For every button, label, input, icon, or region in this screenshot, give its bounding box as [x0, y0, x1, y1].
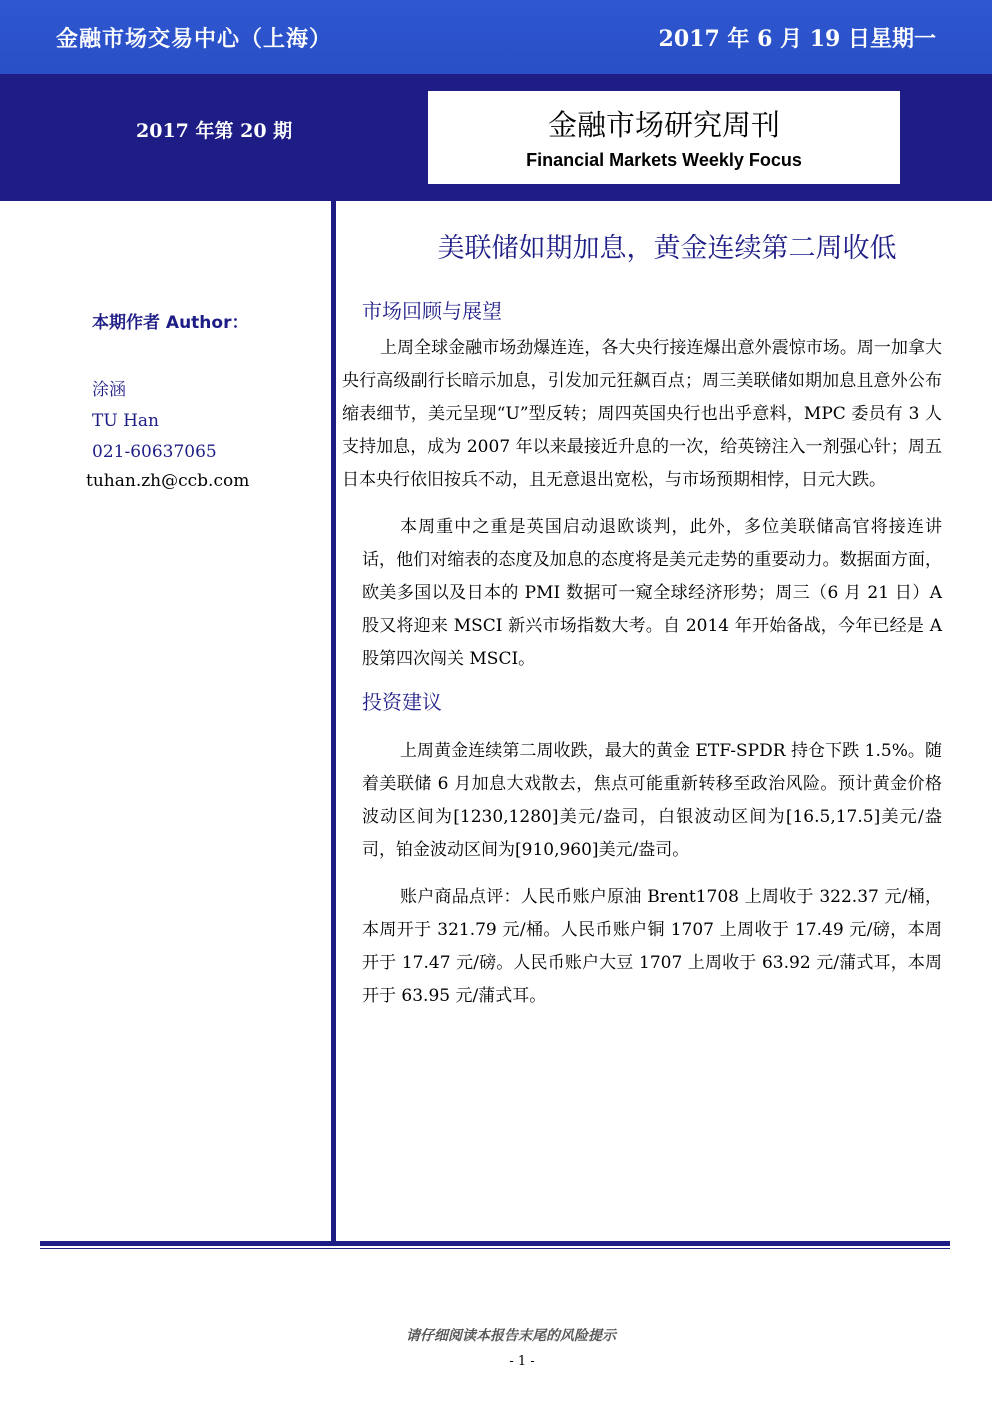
bottom-rule — [40, 1241, 950, 1246]
top-header-bar — [0, 0, 992, 74]
section-title-investment-advice: 投资建议 — [362, 690, 442, 714]
section-title-market-review: 市场回顾与展望 — [362, 299, 502, 323]
article-body — [342, 226, 942, 1013]
article-headline: 美联储如期加息，黄金连续第二周收低 — [437, 233, 897, 264]
author-phone: 021-60637065 — [92, 442, 217, 462]
risk-disclaimer-note: 请仔细阅读本报告末尾的风险提示 — [406, 1328, 616, 1344]
paragraph-market-review-1: 上周全球金融市场劲爆连连，各大央行接连爆出意外震惊市场。周一加拿大央行高级副行长暗示加息，引发加元狂飙百点；周三美联储如期加息且意外公布缩表细节，美元呈现“U”型反转；周四英国央行也出乎意料，MPC 委员有 3 人支持加息，成为 2007 年以来最接近升息的一次，给英镑注入一剂强心针；周五日本央行依旧按兵不动，且无意退出宽松，与市场预期相悖，日元大跌。 — [342, 338, 942, 490]
paragraph-market-review-2: 本周重中之重是英国启动退欧谈判，此外，多位美联储高官将接连讲话，他们对缩表的态度及加息的态度将是美元走势的重要动力。数据面方面，欧美多国以及日本的 PMI 数据可一窥全球经济形势；周三（6 月 21 日）A 股又将迎来 MSCI 新兴市场指数大考。自 2014 年开始备战，今年已经是 A 股第四次闯关 MSCI。 — [362, 517, 942, 669]
issue-number: 2017 年第 20 期 — [136, 120, 293, 142]
author-name-en: TU Han — [92, 411, 159, 431]
paragraph-investment-advice-1: 上周黄金连续第二周收跌，最大的黄金 ETF-SPDR 持仓下跌 1.5%。随着美联储 6 月加息大戏散去，焦点可能重新转移至政治风险。预计黄金价格波动区间为[1230,1280]美元/盎司，白银波动区间为[16.5,17.5]美元/盎司，铂金波动区间为[910,960]美元/盎司。 — [362, 741, 942, 860]
publication-title-box — [428, 91, 900, 184]
publication-title-cn: 金融市场研究周刊 — [547, 108, 780, 142]
paragraph-commodity-review: 账户商品点评：人民币账户原油 Brent1708 上周收于 322.37 元/桶，本周开于 321.79 元/桶。人民币账户铜 1707 上周收于 17.49 元/磅，本周开于 17.47 元/磅。人民币账户大豆 1707 上周收于 63.92 元/蒲式耳，本周开于 63.95 元/蒲式耳。 — [362, 887, 942, 1006]
author-name-cn: 涂涵 — [92, 380, 126, 400]
column-divider — [331, 201, 336, 1243]
author-email[interactable]: tuhan.zh@ccb.com — [86, 471, 250, 491]
issue-date: 2017 年 6 月 19 日星期一 — [658, 26, 936, 52]
page-number: - 1 - — [509, 1354, 535, 1369]
title-band — [0, 74, 992, 201]
trading-center-name: 金融市场交易中心（上海） — [56, 27, 333, 52]
publication-title-en: Financial Markets Weekly Focus — [526, 150, 802, 170]
author-sidebar — [86, 308, 326, 494]
bottom-rule-thin — [40, 1248, 950, 1249]
author-label: 本期作者 Author： — [92, 313, 249, 333]
